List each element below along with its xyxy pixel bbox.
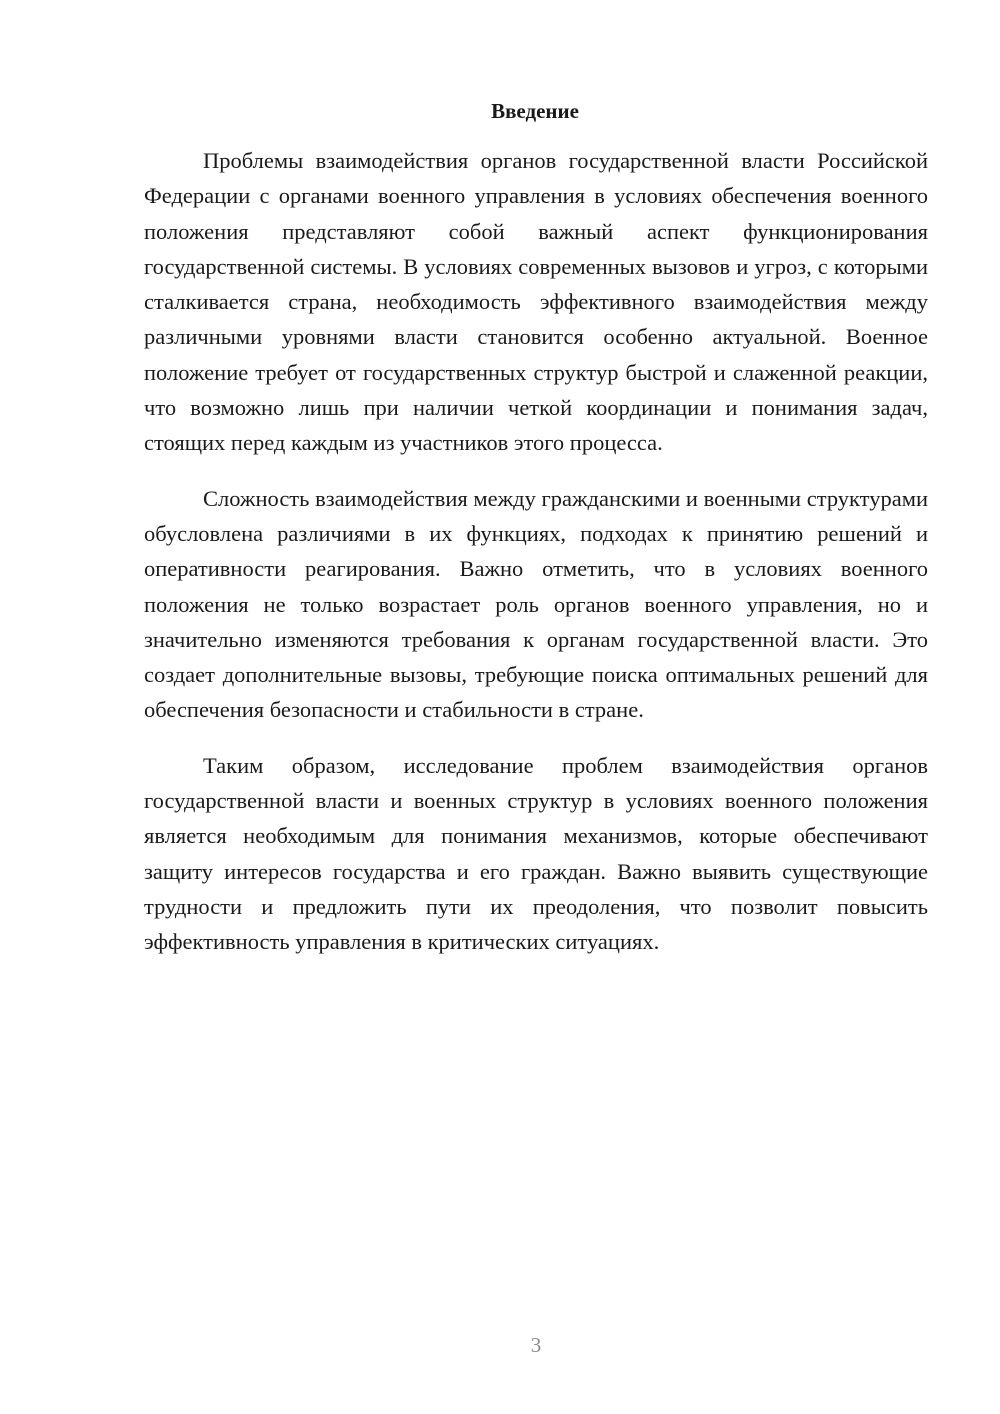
paragraph-3: Таким образом, исследование проблем взаимодействия органов государственной власти и военных структур в условиях военного положения является необходимым для понимания механизмов, которые обеспечивают защиту интересов государства и его граждан. Важно выявить существующие трудности и предложить пути их преодоления, что позволит повысить эффективность управления в критических ситуациях. [144,752,928,955]
paragraph-1: Проблемы взаимодействия органов государственной власти Российской Федерации с органами военного управления в условиях обеспечения военного положения представляют собой важный аспект функционирования государственной системы. В условиях современных вызовов и угроз, с которыми сталкивается страна, необходимость эффективного взаимодействия между различными уровнями власти становится особенно актуальной. Военное положение требует от государственных структур быстрой и слаженной реакции, что возможно лишь при наличии четкой координации и понимания задач, стоящих перед каждым из участников этого процесса. [144,148,928,456]
paragraph-2: Сложность взаимодействия между гражданскими и военными структурами обусловлена различиями в их функциях, подходах к принятию решений и оперативности реагирования. Важно отметить, что в условиях военного положения не только возрастает роль органов военного управления, но и значительно изменяются требования к органам государственной власти. Это создает дополнительные вызовы, требующие поиска оптимальных решений для обеспечения безопасности и стабильности в стране. [144,485,928,723]
body-text [144,143,928,980]
page-title: Введение [491,99,579,123]
page-number: 3 [530,1333,542,1357]
